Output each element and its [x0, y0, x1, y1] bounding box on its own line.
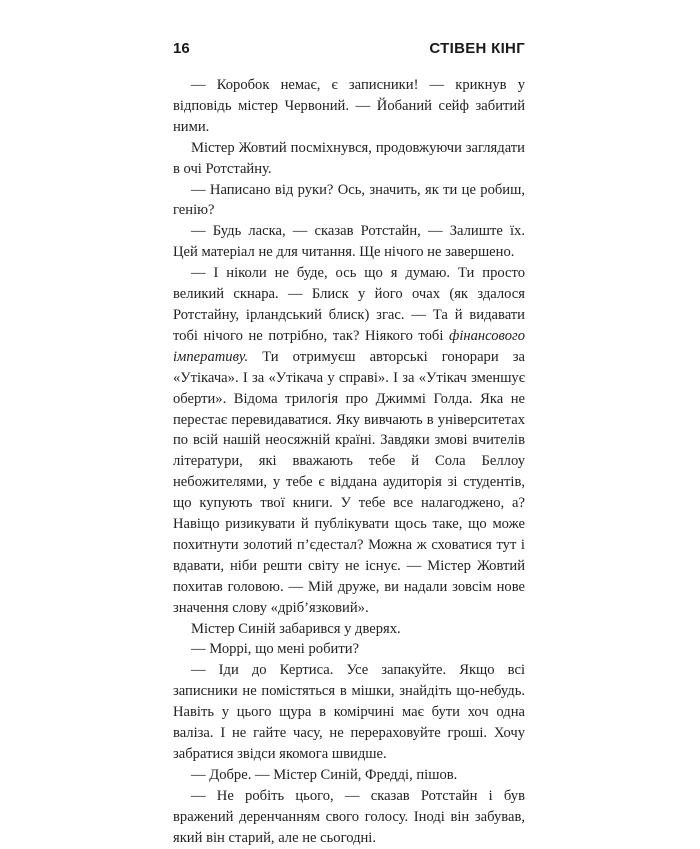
running-header: [173, 40, 525, 64]
paragraph: — Іди до Кертиса. Усе запакуйте. Якщо всі записники не помістяться в мішки, знайдіть що-небудь. Навіть у цього щура в комірчині має бути хоч одна валіза. І не гайте часу, не перераховуйте гроші. Хочу забратися звідси якомога швидше.: [173, 662, 525, 762]
paragraph: — Не робіть цього, — сказав Ротстайн і був вражений деренчанням свого голосу. Іноді він забував, який він старий, але не сьогодні.: [173, 787, 525, 846]
body-text: [173, 75, 525, 849]
paragraph: — Написано від руки? Ось, значить, як ти це робиш, генію?: [173, 181, 525, 219]
italic-phrase: фінансового імперативу.: [173, 327, 525, 365]
paragraph-text: Ти отримуєш авторські гонорари за «Утікача». І за «Утікача у справі». І за «Утікач зменшує оберти». Відома трилогія про Джиммі Голда. Яка не перестає перевидаватися. Яку вивчають в університетах по всій нашій неосяжній країні. Завдяки змові вчителів літератури, які вважають тебе й Сола Беллоу небожителями, у тебе є віддана аудиторія зі студентів, що купують твої книги. У тебе все налагоджено, а? Навіщо ризикувати й публікувати щось таке, що може похитнути золотий п’єдестал? Можна ж сховатися тут і вдавати, ніби решти світу не існує. — Містер Жовтий похитав головою. — Мій друже, ви надали зовсім нове значення слову «дріб’язковий».: [173, 348, 525, 616]
paragraph: — Добре. — Містер Синій, Фредді, пішов.: [191, 766, 458, 783]
paragraph: Містер Синій забарився у дверях.: [191, 620, 401, 637]
paragraph-text: — І ніколи не буде, ось що я думаю. Ти просто великий скнара. — Блиск у його очах (як здалося Ротстайну, ірландський блиск) згас. — Та й видавати тобі нічого не потрібно, так? Ніякого тобі: [173, 265, 525, 344]
paragraph: Містер Жовтий посміхнувся, продовжуючи заглядати в очі Ротстайну.: [173, 139, 525, 177]
paragraph: — Коробок немає, є записники! — крикнув у відповідь містер Червоний. — Йобаний сейф забитий ними.: [173, 77, 525, 135]
page-number: 16: [173, 40, 190, 57]
paragraph: [173, 263, 525, 618]
running-head-author: СТІВЕН КІНГ: [429, 40, 525, 57]
paragraph: — Будь ласка, — сказав Ротстайн, — Залиште їх. Цей матеріал не для читання. Ще нічого не завершено.: [173, 223, 525, 261]
paragraph: — Моррі, що мені робити?: [191, 641, 359, 658]
